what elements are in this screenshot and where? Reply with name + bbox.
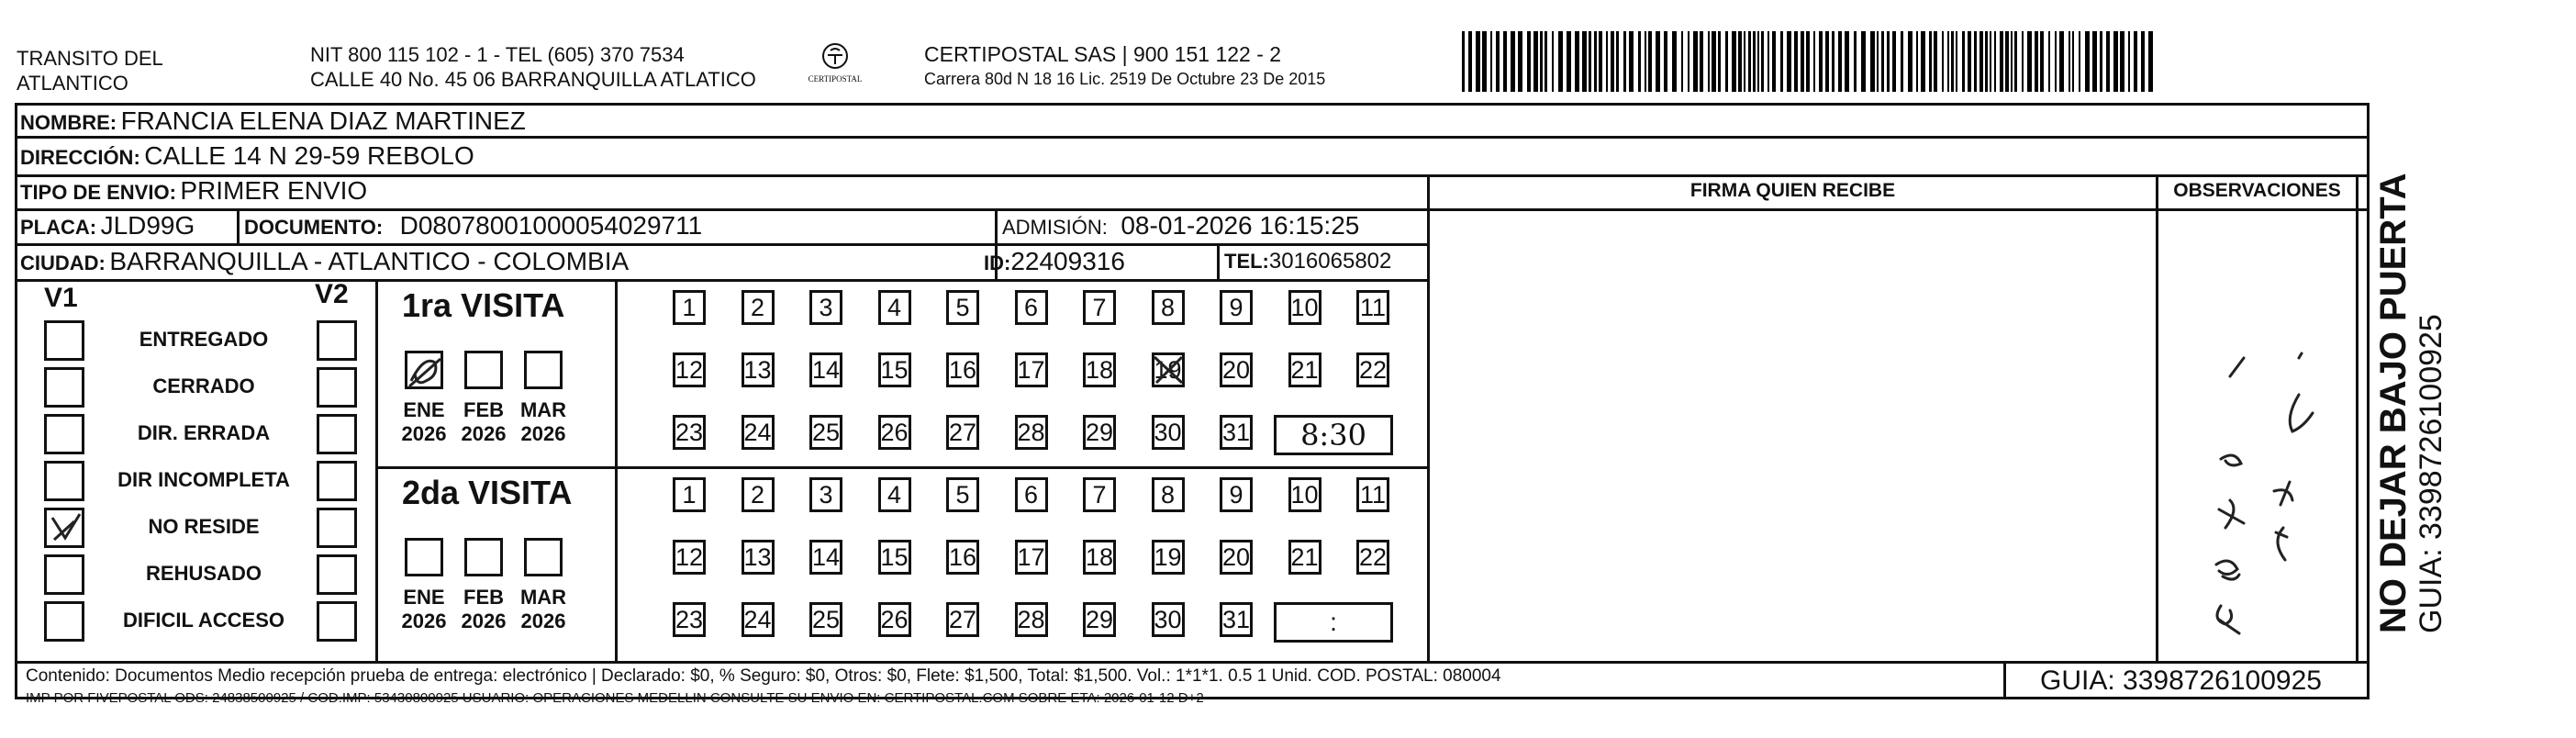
v1-checkbox[interactable] xyxy=(44,367,84,408)
v2-checkbox[interactable] xyxy=(317,508,357,548)
divider xyxy=(375,279,378,661)
direccion-label: DIRECCIÓN: xyxy=(20,146,140,169)
day-box[interactable]: 22 xyxy=(1356,540,1389,575)
month-year: 2026 xyxy=(401,609,447,632)
month-name: ENE xyxy=(403,398,445,421)
tipo-envio-value: PRIMER ENVIO xyxy=(180,176,368,205)
direccion-value: CALLE 14 N 29-59 REBOLO xyxy=(144,141,474,170)
barcode-bar xyxy=(1761,31,1764,92)
status-label: ENTREGADO xyxy=(139,328,269,351)
barcode-bar xyxy=(1725,31,1728,92)
v1-checkbox[interactable] xyxy=(44,601,84,642)
guia-box: GUIA: 3398726100925 xyxy=(2040,665,2322,696)
barcode-bar xyxy=(2055,31,2057,92)
barcode-bar xyxy=(2148,31,2153,92)
barcode-bar xyxy=(1881,31,1884,92)
sender-name xyxy=(17,46,163,95)
month-label xyxy=(456,586,511,633)
barcode-bar xyxy=(1738,31,1742,92)
documento-value: D08078001000054029711 xyxy=(399,211,703,240)
barcode-bar xyxy=(2134,31,2137,92)
barcode-bar xyxy=(1968,31,1971,92)
month-label xyxy=(456,398,511,446)
day-box[interactable]: 9 xyxy=(1220,290,1253,325)
barcode-bar xyxy=(1527,31,1531,92)
nombre-label: NOMBRE: xyxy=(20,111,117,134)
barcode-bar xyxy=(2120,31,2124,92)
barcode-bar xyxy=(1832,31,1834,92)
day-box[interactable]: 26 xyxy=(878,602,911,637)
barcode-bar xyxy=(2022,31,2024,92)
barcode-bar xyxy=(1870,31,1875,92)
day-box[interactable]: 15 xyxy=(878,352,911,387)
sender-name-line1: TRANSITO DEL xyxy=(17,47,163,70)
nombre-row xyxy=(20,106,526,136)
barcode-bar xyxy=(1813,31,1815,92)
barcode-bar xyxy=(1757,31,1759,92)
day-box[interactable]: 5 xyxy=(946,290,979,325)
barcode-bar xyxy=(1606,31,1608,92)
month-name: FEB xyxy=(463,398,504,421)
barcode-bar xyxy=(1854,31,1857,92)
barcode-bar xyxy=(1974,31,1977,92)
id-value: 22409316 xyxy=(1010,247,1125,275)
v1-header: V1 xyxy=(44,283,78,313)
day-box[interactable]: 29 xyxy=(1083,602,1116,637)
id-label: ID: xyxy=(984,252,1011,274)
month-label xyxy=(516,398,571,446)
tel-label: TEL: xyxy=(1224,250,1269,273)
documento-label: DOCUMENTO: xyxy=(244,216,384,239)
day-box[interactable]: 9 xyxy=(1220,477,1253,512)
barcode-bar xyxy=(1482,31,1487,92)
barcode-bar xyxy=(2014,31,2017,92)
courier-line1: CERTIPOSTAL SAS | 900 151 122 - 2 xyxy=(924,42,1282,66)
day-box[interactable]: 12 xyxy=(673,352,706,387)
day-box[interactable]: 23 xyxy=(673,602,706,637)
barcode-bar xyxy=(1838,31,1842,92)
day-box[interactable]: 2 xyxy=(742,477,775,512)
barcode-bar xyxy=(1772,31,1776,92)
barcode-bar xyxy=(1575,31,1579,92)
sender-contact xyxy=(310,42,756,92)
day-box[interactable]: 5 xyxy=(946,477,979,512)
barcode-bar xyxy=(1700,31,1703,92)
barcode-bar xyxy=(1994,31,1996,92)
barcode-bar xyxy=(1845,31,1849,92)
barcode-bar xyxy=(1645,31,1646,92)
barcode-bar xyxy=(1877,31,1879,92)
barcode-bar xyxy=(2005,31,2009,92)
barcode-bar xyxy=(2072,31,2074,92)
month-name: MAR xyxy=(519,586,567,609)
v2-checkbox[interactable] xyxy=(317,461,357,501)
barcode-bar xyxy=(2092,31,2097,92)
day-box[interactable]: 27 xyxy=(946,602,979,637)
divider xyxy=(615,279,618,661)
barcode-bar xyxy=(1942,31,1944,92)
day-box[interactable]: 20 xyxy=(1220,540,1253,575)
barcode-bar xyxy=(2027,31,2032,92)
barcode-bar xyxy=(1490,31,1492,92)
day-box[interactable]: 19 xyxy=(1152,540,1185,575)
observaciones-header: OBSERVACIONES xyxy=(2173,180,2341,201)
barcode-bar xyxy=(1732,31,1736,92)
day-box[interactable]: 8 xyxy=(1152,290,1185,325)
day-box[interactable]: 24 xyxy=(742,415,775,450)
month-year: 2026 xyxy=(461,422,507,445)
barcode-bar xyxy=(1496,31,1500,92)
id-field xyxy=(984,247,1125,276)
barcode-bar xyxy=(1462,31,1465,92)
day-box[interactable]: 13 xyxy=(742,540,775,575)
barcode-bar xyxy=(1780,31,1783,92)
barcode-bar xyxy=(1558,31,1563,92)
barcode-bar xyxy=(1916,31,1918,92)
admision-label: ADMISIÓN: xyxy=(1002,216,1108,239)
month-checkbox[interactable] xyxy=(524,538,563,576)
divider xyxy=(2156,174,2158,661)
v1-checkbox[interactable] xyxy=(44,554,84,595)
barcode-bar xyxy=(2035,31,2038,92)
status-label: DIR INCOMPLETA xyxy=(117,468,290,491)
day-box[interactable]: 28 xyxy=(1015,415,1048,450)
day-box[interactable]: 13 xyxy=(742,352,775,387)
day-mark-icon xyxy=(1151,352,1188,388)
day-box[interactable]: 28 xyxy=(1015,602,1048,637)
barcode-bar xyxy=(1753,31,1756,92)
barcode xyxy=(1462,31,2155,92)
tipo-envio-row xyxy=(20,176,367,206)
barcode-bar xyxy=(2100,31,2102,92)
divider xyxy=(15,661,2370,664)
placa-field xyxy=(20,211,195,240)
tel-value: 3016065802 xyxy=(1268,249,1392,274)
ciudad-field xyxy=(20,247,629,276)
barcode-bar xyxy=(1908,31,1912,92)
month-year: 2026 xyxy=(401,422,447,445)
month-year: 2026 xyxy=(461,609,507,632)
day-box[interactable]: 17 xyxy=(1015,540,1048,575)
day-box[interactable]: 2 xyxy=(742,290,775,325)
certipostal-logo xyxy=(798,42,872,84)
first-visit-title: 1ra VISITA xyxy=(402,286,565,324)
status-label: CERRADO xyxy=(152,375,255,397)
side-text xyxy=(2373,173,2448,633)
month-checkbox[interactable] xyxy=(464,538,503,576)
barcode-bar xyxy=(1921,31,1925,92)
day-box[interactable]: 7 xyxy=(1083,290,1116,325)
day-box[interactable]: 30 xyxy=(1152,602,1185,637)
barcode-bar xyxy=(1664,31,1667,92)
day-box[interactable]: 6 xyxy=(1015,477,1048,512)
barcode-bar xyxy=(2048,31,2050,92)
barcode-bar xyxy=(1748,31,1751,92)
day-box[interactable]: 6 xyxy=(1015,290,1048,325)
barcode-bar xyxy=(1616,31,1619,92)
barcode-bar xyxy=(1901,31,1903,92)
side-warning: NO DEJAR BAJO PUERTA xyxy=(2373,173,2414,633)
sender-contact-line2: CALLE 40 No. 45 06 BARRANQUILLA ATLATICO xyxy=(310,68,756,91)
barcode-bar xyxy=(1629,31,1634,92)
status-label: DIFICIL ACCESO xyxy=(122,609,284,632)
nombre-value: FRANCIA ELENA DIAZ MARTINEZ xyxy=(120,106,526,135)
sender-contact-line1: NIT 800 115 102 - 1 - TEL (605) 370 7534 xyxy=(310,43,685,66)
divider xyxy=(1427,174,1430,661)
v2-checkbox[interactable] xyxy=(317,414,357,454)
divider xyxy=(15,279,1430,282)
barcode-bar xyxy=(1552,31,1554,92)
logo-icon xyxy=(820,42,851,70)
barcode-bar xyxy=(1861,31,1866,92)
day-box[interactable]: 16 xyxy=(946,540,979,575)
barcode-bar xyxy=(2069,31,2070,92)
day-box[interactable]: 14 xyxy=(809,540,842,575)
barcode-bar xyxy=(1544,31,1547,92)
barcode-bar xyxy=(1648,31,1652,92)
barcode-bar xyxy=(1712,31,1716,92)
barcode-bar xyxy=(2079,31,2080,92)
barcode-bar xyxy=(1929,31,1932,92)
day-box[interactable]: 4 xyxy=(878,477,911,512)
day-box[interactable]: 25 xyxy=(809,602,842,637)
barcode-bar xyxy=(1801,31,1804,92)
barcode-bar xyxy=(1540,31,1543,92)
day-box[interactable]: 11 xyxy=(1356,477,1389,512)
day-box[interactable]: 31 xyxy=(1220,415,1253,450)
divider xyxy=(237,208,240,245)
v2-checkbox[interactable] xyxy=(317,320,357,361)
barcode-bar xyxy=(1892,31,1896,92)
day-box[interactable]: 26 xyxy=(878,415,911,450)
barcode-bar xyxy=(1985,31,1988,92)
handwriting-icon xyxy=(2184,303,2340,652)
day-box[interactable]: 10 xyxy=(1288,477,1321,512)
month-checkbox[interactable] xyxy=(405,538,443,576)
barcode-bar xyxy=(1979,31,1983,92)
barcode-bar xyxy=(1990,31,1991,92)
barcode-bar xyxy=(1693,31,1698,92)
divider xyxy=(375,466,1427,469)
v1-checkbox[interactable] xyxy=(44,508,84,548)
month-checkbox[interactable] xyxy=(524,351,563,389)
day-box[interactable]: 31 xyxy=(1220,602,1253,637)
status-label: REHUSADO xyxy=(146,562,262,585)
barcode-bar xyxy=(1718,31,1721,92)
barcode-bar xyxy=(1589,31,1591,92)
month-name: FEB xyxy=(463,586,504,609)
day-box[interactable]: 22 xyxy=(1356,352,1389,387)
divider xyxy=(15,174,2370,177)
day-box[interactable]: 29 xyxy=(1083,415,1116,450)
day-box[interactable]: 4 xyxy=(878,290,911,325)
barcode-bar xyxy=(1708,31,1710,92)
courier-line2: Carrera 80d N 18 16 Lic. 2519 De Octubre 23 De 2015 xyxy=(924,70,1326,88)
day-box[interactable]: 10 xyxy=(1288,290,1321,325)
firma-header: FIRMA QUIEN RECIBE xyxy=(1689,180,1896,201)
barcode-bar xyxy=(1638,31,1641,92)
barcode-bar xyxy=(1825,31,1829,92)
barcode-bar xyxy=(1806,31,1810,92)
barcode-bar xyxy=(1503,31,1507,92)
day-box[interactable]: 18 xyxy=(1083,352,1116,387)
barcode-bar xyxy=(2106,31,2110,92)
month-label xyxy=(516,586,571,633)
month-checkbox[interactable] xyxy=(405,351,443,389)
day-box[interactable]: 27 xyxy=(946,415,979,450)
v2-header: V2 xyxy=(315,279,349,309)
courier-info xyxy=(924,42,1325,89)
month-checkbox[interactable] xyxy=(464,351,503,389)
day-box[interactable]: 1 xyxy=(673,290,706,325)
month-name: MAR xyxy=(519,398,567,421)
day-box[interactable]: 18 xyxy=(1083,540,1116,575)
day-box[interactable]: 3 xyxy=(809,477,842,512)
barcode-bar xyxy=(1567,31,1571,92)
ciudad-value: BARRANQUILLA - ATLANTICO - COLOMBIA xyxy=(109,247,630,275)
placa-value: JLD99G xyxy=(100,211,195,240)
month-year: 2026 xyxy=(520,422,566,445)
barcode-bar xyxy=(1947,31,1949,92)
barcode-bar xyxy=(1518,31,1522,92)
day-box[interactable]: 19 xyxy=(1152,352,1185,387)
side-guia: GUIA: 3398726100925 xyxy=(2414,314,2448,633)
barcode-bar xyxy=(1962,31,1965,92)
barcode-bar xyxy=(1819,31,1823,92)
divider xyxy=(1427,208,2370,211)
divider xyxy=(15,136,2370,139)
barcode-bar xyxy=(1934,31,1937,92)
barcode-bar xyxy=(1511,31,1515,92)
day-box[interactable]: 12 xyxy=(673,540,706,575)
tipo-envio-label: TIPO DE ENVIO: xyxy=(20,181,176,204)
check-mark-icon xyxy=(47,510,84,547)
content-line: Contenido: Documentos Medio recepción prueba de entrega: electrónico | Declarado: $0, % Seguro: $0, Otros: $0, Flete: $1,500, Total: $1,500. Vol.: 1*1*1. 0.5 1 Unid. COD. POSTAL: 080004 xyxy=(26,666,1501,686)
barcode-bar xyxy=(2085,31,2090,92)
divider xyxy=(1217,243,1220,279)
barcode-bar xyxy=(2040,31,2044,92)
day-box[interactable]: 1 xyxy=(673,477,706,512)
sender-name-line2: ATLANTICO xyxy=(17,72,128,95)
barcode-bar xyxy=(1887,31,1890,92)
day-box[interactable]: 3 xyxy=(809,290,842,325)
barcode-bar xyxy=(1594,31,1597,92)
barcode-bar xyxy=(2141,31,2145,92)
barcode-bar xyxy=(2000,31,2003,92)
month-label xyxy=(396,398,452,446)
day-box[interactable]: 16 xyxy=(946,352,979,387)
day-box[interactable]: 7 xyxy=(1083,477,1116,512)
visit-time[interactable]: : xyxy=(1274,602,1393,643)
barcode-bar xyxy=(1476,31,1480,92)
day-box[interactable]: 20 xyxy=(1220,352,1253,387)
ciudad-label: CIUDAD: xyxy=(20,252,106,274)
day-box[interactable]: 23 xyxy=(673,415,706,450)
v1-checkbox[interactable] xyxy=(44,461,84,501)
direccion-row xyxy=(20,141,474,171)
barcode-bar xyxy=(1787,31,1791,92)
barcode-bar xyxy=(1582,31,1587,92)
visit-time[interactable]: 8:30 xyxy=(1274,415,1393,455)
barcode-bar xyxy=(1681,31,1683,92)
day-box[interactable]: 17 xyxy=(1015,352,1048,387)
month-name: ENE xyxy=(403,586,445,609)
status-label: NO RESIDE xyxy=(148,515,260,538)
v2-checkbox[interactable] xyxy=(317,601,357,642)
v2-checkbox[interactable] xyxy=(317,554,357,595)
day-mark-icon xyxy=(407,353,444,390)
barcode-bar xyxy=(1672,31,1677,92)
barcode-icon xyxy=(1462,31,2155,92)
month-year: 2026 xyxy=(520,609,566,632)
v1-checkbox[interactable] xyxy=(44,320,84,361)
status-label: DIR. ERRADA xyxy=(137,421,271,444)
barcode-bar xyxy=(2113,31,2118,92)
barcode-bar xyxy=(1468,31,1472,92)
day-box[interactable]: 21 xyxy=(1288,352,1321,387)
day-box[interactable]: 15 xyxy=(878,540,911,575)
admision-value: 08-01-2026 16:15:25 xyxy=(1121,211,1360,240)
day-box[interactable]: 21 xyxy=(1288,540,1321,575)
admision-field xyxy=(1002,211,1359,240)
v2-checkbox[interactable] xyxy=(317,367,357,408)
barcode-bar xyxy=(1611,31,1614,92)
barcode-bar xyxy=(1623,31,1626,92)
day-box[interactable]: 11 xyxy=(1356,290,1389,325)
barcode-bar xyxy=(1656,31,1660,92)
barcode-bar xyxy=(1599,31,1602,92)
observaciones-handwriting xyxy=(2184,303,2340,652)
second-visit-title: 2da VISITA xyxy=(402,474,573,511)
day-box[interactable]: 30 xyxy=(1152,415,1185,450)
day-box[interactable]: 24 xyxy=(742,602,775,637)
barcode-bar xyxy=(1956,31,1957,92)
barcode-bar xyxy=(2128,31,2130,92)
barcode-bar xyxy=(1688,31,1689,92)
month-label xyxy=(396,586,452,633)
barcode-bar xyxy=(1794,31,1798,92)
placa-label: PLACA: xyxy=(20,216,97,239)
divider xyxy=(2356,174,2359,661)
day-box[interactable]: 25 xyxy=(809,415,842,450)
imp-line: IMP POR FIVEPOSTAL ODS: 24838500925 / COD.IMP: 53430800925 USUARIO: OPERACIONES MEDELLIN CONSULTE SU ENVIO EN: CERTIPOSTAL.COM SOBRE ETA: 2026-01-12 D+2 xyxy=(26,690,1204,706)
barcode-bar xyxy=(2011,31,2013,92)
documento-field xyxy=(244,211,702,240)
barcode-bar xyxy=(1951,31,1954,92)
tel-field xyxy=(1224,249,1391,274)
barcode-bar xyxy=(1744,31,1745,92)
logo-text: CERTIPOSTAL xyxy=(808,74,863,84)
v1-checkbox[interactable] xyxy=(44,414,84,454)
day-box[interactable]: 14 xyxy=(809,352,842,387)
barcode-bar xyxy=(2059,31,2064,92)
day-box[interactable]: 8 xyxy=(1152,477,1185,512)
barcode-bar xyxy=(1533,31,1538,92)
barcode-bar xyxy=(1768,31,1769,92)
